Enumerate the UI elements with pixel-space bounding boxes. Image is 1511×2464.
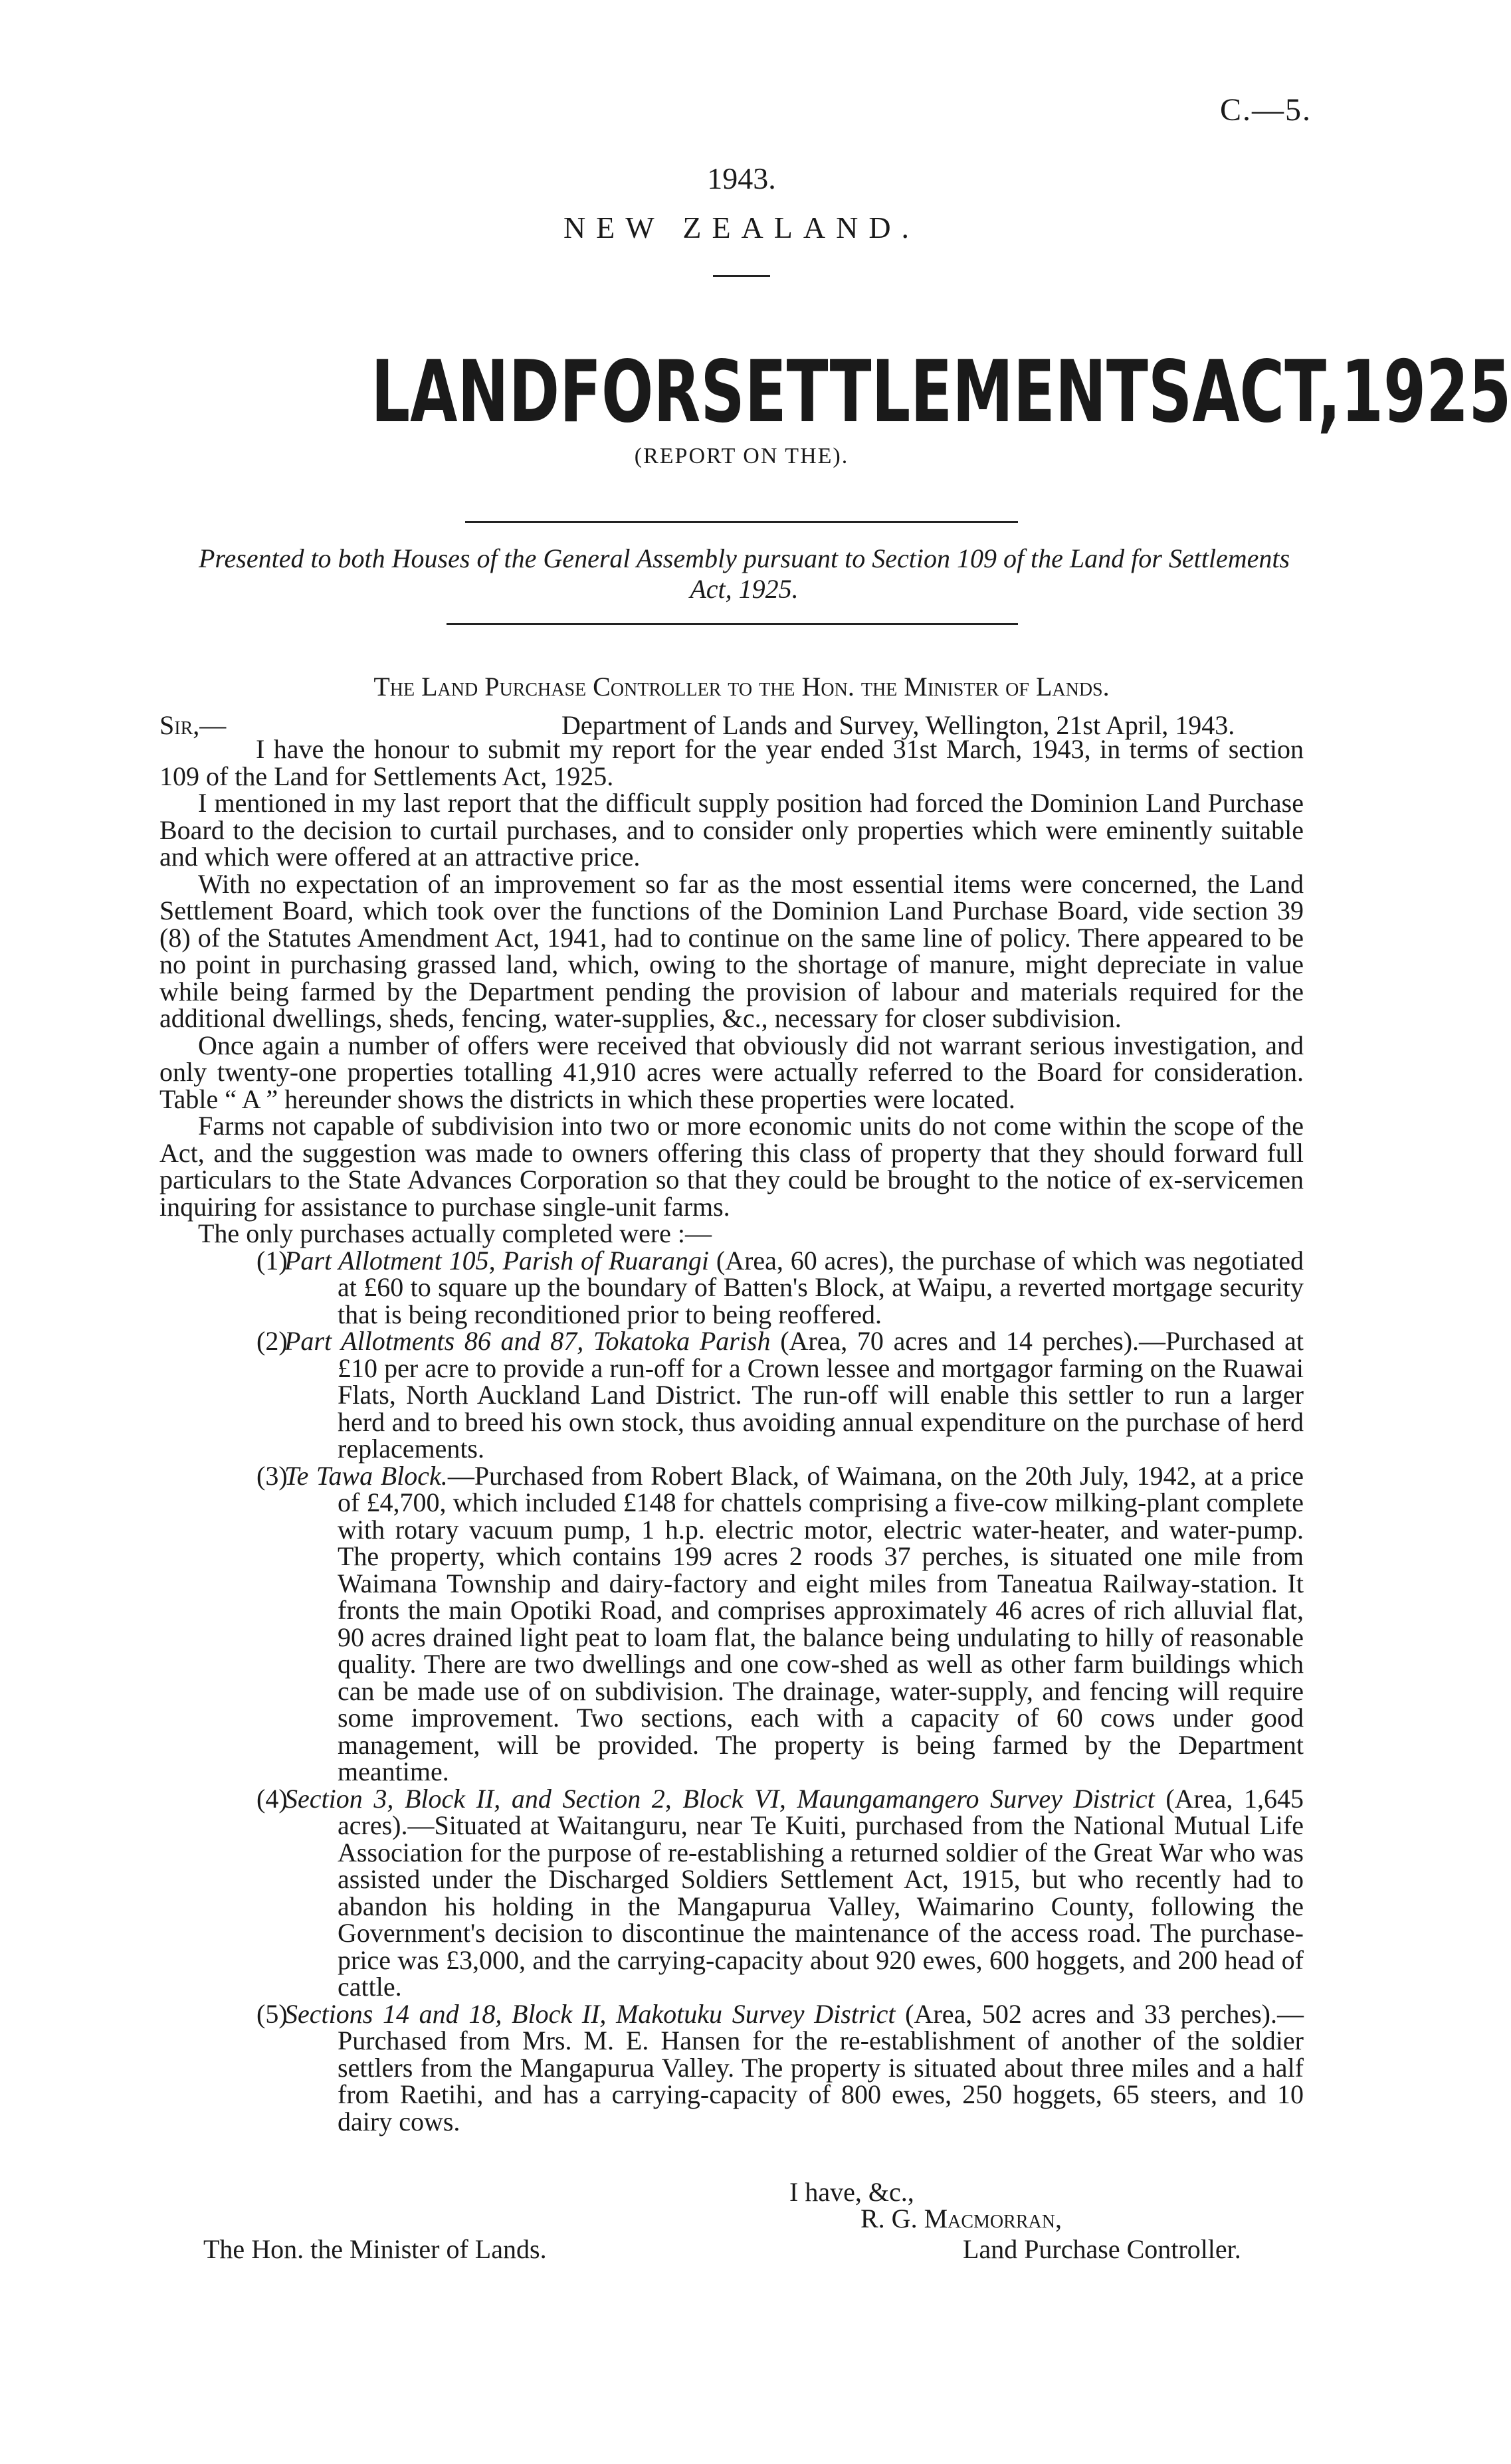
- item-number: (3): [256, 1460, 288, 1491]
- dateline: Department of Lands and Survey, Wellington, 21st April, 1943.: [561, 710, 1235, 740]
- paragraph: Farms not capable of subdivision into two or more economic units do not come within the scope of the Act, and the suggestion was made to owners offering this class of property that they should forward full particulars to the State Advances Corporation so that they could be brought to the notice of ex-servicemen inquiring for assistance to purchase single-unit farms.: [159, 1111, 1304, 1222]
- item-text: (Area, 70 acres and 14 perches).—Purchased at £10 per acre to provide a run-off for a Crown lessee and mortgagor farming on the Ruawai Flats, North Auckland Land District. The run-off will enable this settler to run a larger herd and to breed his own stock, thus avoiding annual expenditure on the purchase of herd replacements.: [338, 1326, 1304, 1464]
- addressee: The Hon. the Minister of Lands.: [203, 2234, 547, 2264]
- presented-note: Presented to both Houses of the General Assembly pursuant to Section 109 of the Land for Settlements Act, 1925.: [198, 543, 1290, 604]
- item-text: (Area, 60 acres), the purchase of which was negotiated at £60 to square up the boundary of Batten's Block, at Waipu, a reverted mortgage security that is being reconditioned prior to being reoffered.: [338, 1245, 1304, 1329]
- divider-upper: [465, 521, 1018, 523]
- paper-reference: C.—5.: [1219, 92, 1312, 128]
- item-number: (5): [256, 1998, 288, 2029]
- letter-heading-to: the Minister of Lands.: [860, 672, 1110, 702]
- closing-line: I have, &c.,: [789, 2177, 914, 2207]
- property-name: Part Allotments 86 and 87, Tokatoka Parish: [284, 1326, 771, 1356]
- paragraph: Once again a number of offers were received that obviously did not warrant serious investigation, and only twenty-one properties totalling 41,910 acres were actually referred to the Board for consideration. Table “ A ” hereunder shows the districts in which these properties were located.: [159, 1030, 1304, 1114]
- paragraph: The only purchases actually completed were :—: [198, 1218, 712, 1248]
- property-name: Sections 14 and 18, Block II, Makotuku Survey District: [284, 1998, 896, 2029]
- divider-lower: [447, 623, 1018, 625]
- purchase-item: [159, 1783, 1304, 2002]
- item-number: (1): [256, 1245, 288, 1276]
- act-title: [371, 342, 1511, 442]
- signer-title: Land Purchase Controller.: [963, 2234, 1241, 2264]
- divider-short: [713, 275, 770, 277]
- letter-heading: [0, 671, 1483, 702]
- act-title-word: ACT,: [1192, 342, 1341, 442]
- act-title-word: SETTLEMENTS: [700, 342, 1193, 442]
- salutation: Sir,—: [159, 710, 227, 740]
- item-text: (Area, 502 acres and 33 perches).—Purchased from Mrs. M. E. Hansen for the re-establishment of another of the soldier settlers from the Mangapurua Valley. The property is situated about three miles and a half from Raetihi, and has a carrying-capacity of 800 ewes, 250 hoggets, 65 steers, and 10 dairy cows.: [338, 1998, 1304, 2136]
- signer-name: R. G. Macmorran,: [860, 2204, 1062, 2233]
- property-name: Te Tawa Block.: [284, 1460, 448, 1491]
- country-heading: NEW ZEALAND.: [563, 211, 920, 244]
- property-name: Section 3, Block II, and Section 2, Block VI, Maungamangero Survey District: [284, 1783, 1155, 1814]
- letter-heading-from: The Land Purchase Controller to the Hon.: [373, 672, 855, 702]
- act-subtitle: (REPORT ON THE).: [634, 444, 849, 468]
- paragraph: With no expectation of an improvement so far as the most essential items were concerned, the Land Settlement Board, which took over the functions of the Dominion Land Purchase Board, vide section 39 (8) of the Statutes Amendment Act, 1941, had to continue on the same line of policy. There appeared to be no point in purchasing grassed land, which, owing to the shortage of manure, might depreciate in value while being farmed by the Department pending the provision of labour and materials required for the additional dwellings, sheds, fencing, water-supplies, &c., necessary for closer subdivision.: [159, 868, 1304, 1033]
- act-title-word: FOR: [559, 342, 701, 442]
- paragraph: I have the honour to submit my report for the year ended 31st March, 1943, in terms of section 109 of the Land for Settlements Act, 1925.: [159, 734, 1304, 791]
- act-title-word: 1925: [1340, 342, 1511, 442]
- purchase-item: [159, 1245, 1304, 1329]
- purchase-item: [159, 1460, 1304, 1786]
- paragraph: I mentioned in my last report that the difficult supply position had forced the Dominion Land Purchase Board to the decision to curtail purchases, and to consider only properties which were eminently suitable and which were offered at an attractive price.: [159, 788, 1304, 872]
- purchase-item: [159, 1328, 1304, 1463]
- property-name: Part Allotment 105, Parish of Ruarangi: [284, 1245, 710, 1276]
- purchase-list: [159, 1245, 1304, 2136]
- item-number: (2): [256, 1326, 288, 1356]
- letter-body: [159, 736, 1304, 2135]
- item-number: (4): [256, 1783, 288, 1814]
- act-title-word: LAND: [371, 342, 560, 442]
- item-text: (Area, 1,645 acres).—Situated at Waitanguru, near Te Kuiti, purchased from the National Mutual Life Association for the purpose of re-establishing a returned soldier of the Great War who was assisted under the Discharged Soldiers Settlement Act, 1915, but who recently had to abandon his holding in the Mangapurua Valley, Waimarino County, following the Government's decision to discontinue the maintenance of the access road. The purchase-price was £3,000, and the carrying-capacity about 920 ewes, 600 hoggets, and 200 head of cattle.: [338, 1783, 1304, 2002]
- report-year: 1943.: [707, 161, 776, 195]
- purchase-item: [159, 1998, 1304, 2136]
- item-text: —Purchased from Robert Black, of Waimana, on the 20th July, 1942, at a price of £4,700, which included £148 for chattels comprising a five-cow milking-plant complete with rotary vacuum pump, 1 h.p. electric motor, electric water-heater, and water-pump. The property, which contains 199 acres 2 roods 37 perches, is situated one mile from Waimana Township and dairy-factory and eight miles from Taneatua Railway-station. It fronts the main Opotiki Road, and comprises approximately 46 acres of rich alluvial flat, 90 acres drained light peat to loam flat, the balance being undulating to hilly of reasonable quality. There are two dwellings and one cow-shed as well as other farm buildings which can be made use of on subdivision. The drainage, water-supply, and fencing will require some improvement. Two sections, each with a capacity of 60 cows under good management, will be provided. The property is being farmed by the Department meantime.: [338, 1460, 1304, 1786]
